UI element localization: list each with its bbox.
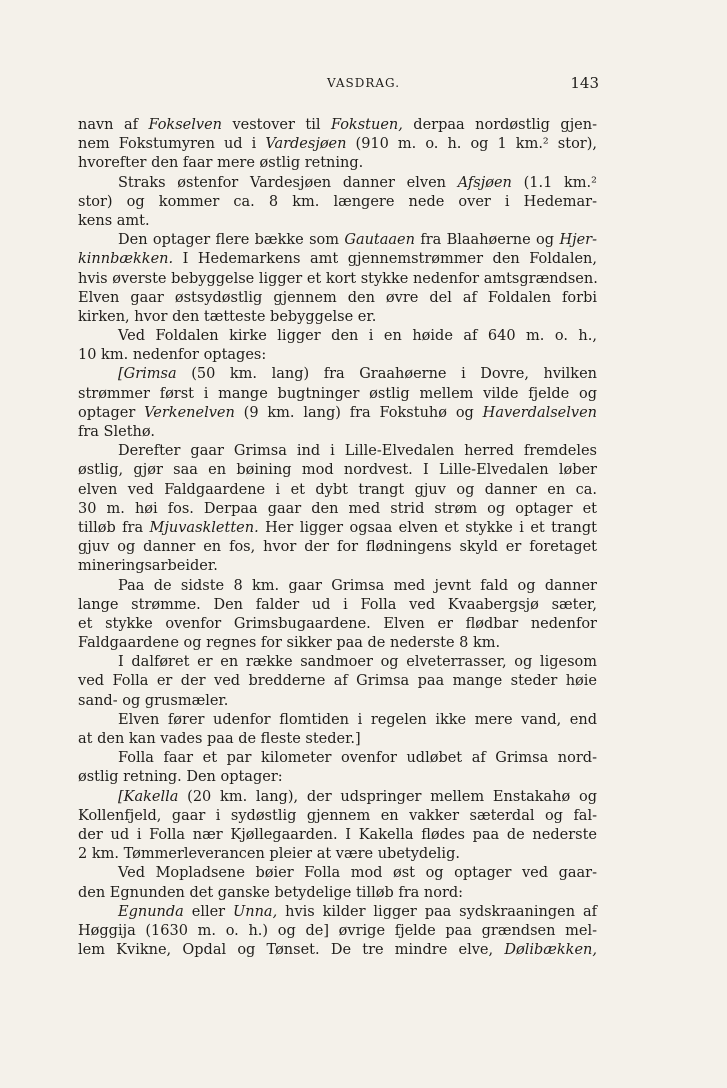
text-run: tilløb fra xyxy=(78,519,150,536)
text-run: østlig, gjør saa en bøining mod nordvest. I Lille-Elvedalen løber xyxy=(78,462,597,479)
text-line xyxy=(78,135,597,154)
text-line xyxy=(78,845,597,864)
text-line xyxy=(78,193,597,212)
text-run: (20 km. lang), der udspringer mellem Enstakahø og xyxy=(178,788,597,805)
text-run: der ud i Folla nær Kjøllegaarden. I Kakella flødes paa de nederste xyxy=(78,826,597,843)
text-run: lem Kvikne, Opdal og Tønset. De tre mindre elve, xyxy=(78,942,505,959)
text-run: 10 km. nedenfor optages: xyxy=(78,347,267,364)
text-run: Folla faar et par kilometer ovenfor udløbet af Grimsa nord- xyxy=(118,750,597,767)
italic-term: Hjer- xyxy=(559,232,597,249)
text-run: Her ligger ogsaa elven et stykke i et trangt xyxy=(258,519,597,536)
text-line xyxy=(78,116,597,135)
text-line xyxy=(78,212,597,231)
text-run: et stykke ovenfor Grimsbugaardene. Elven er flødbar nedenfor xyxy=(78,615,597,632)
text-line xyxy=(78,557,597,576)
text-line xyxy=(78,864,597,883)
text-line xyxy=(78,749,597,768)
text-run: Paa de sidste 8 km. gaar Grimsa med jevnt fald og danner xyxy=(118,577,597,594)
text-line xyxy=(78,461,597,480)
text-line xyxy=(78,519,597,538)
italic-term: Fokselven xyxy=(148,117,222,133)
text-line xyxy=(78,672,597,691)
text-line xyxy=(78,423,597,442)
text-run: Ved Foldalen kirke ligger den i en høide af 640 m. o. h., xyxy=(118,328,597,345)
text-run: den Egnunden det ganske betydelige tilløb fra nord: xyxy=(78,884,464,901)
text-line xyxy=(78,577,597,596)
text-line xyxy=(78,365,597,384)
italic-term: Mjuvaskletten. xyxy=(149,519,259,536)
text-run: fra Slethø. xyxy=(78,424,155,440)
text-line xyxy=(78,270,597,289)
italic-term: Egnunda xyxy=(118,903,184,920)
italic-term: Gautaaen xyxy=(344,232,415,249)
text-run: mineringsarbeider. xyxy=(78,558,218,575)
text-line xyxy=(78,903,597,922)
text-run: strømmer først i mange bugtninger østlig mellem vilde fjelde og xyxy=(78,385,597,402)
text-run: Ved Mopladsene bøier Folla mod øst og optager ved gaar- xyxy=(118,865,597,882)
text-line xyxy=(78,442,597,461)
text-line xyxy=(78,231,597,250)
text-run: lange strømme. Den falder ud i Folla ved Kvaabergsjø sæter, xyxy=(78,596,597,613)
text-run: sand- og grusmæler. xyxy=(78,692,229,709)
text-line xyxy=(78,346,597,365)
text-run: Høggija (1630 m. o. h.) og de] øvrige fjelde paa grændsen mel- xyxy=(78,922,597,939)
text-run: Straks østenfor Vardesjøen danner elven xyxy=(118,174,458,191)
text-line xyxy=(78,788,597,807)
text-run: Den optager flere bække som xyxy=(118,232,345,249)
text-run: stor) og kommer ca. 8 km. længere nede over i Hedemar- xyxy=(78,193,597,210)
text-line xyxy=(78,711,597,730)
text-run: derpaa nordøstlig gjen- xyxy=(402,117,598,133)
text-line xyxy=(78,634,597,653)
text-run: eller xyxy=(183,903,234,920)
text-run: (910 m. o. h. og 1 km.² stor), xyxy=(346,136,597,153)
text-line xyxy=(78,481,597,500)
text-run: Kollenfjeld, gaar i sydøstlig gjennem en vakker sæterdal og fal- xyxy=(78,807,597,824)
text-run: Faldgaardene og regnes for sikker paa de nederste 8 km. xyxy=(78,635,501,652)
text-line xyxy=(78,385,597,404)
italic-term: [Kakella xyxy=(118,788,179,805)
italic-term: Fokstuen, xyxy=(330,117,403,133)
text-line xyxy=(78,174,597,193)
text-run: 30 m. høi fos. Derpaa gaar den med strid strøm og optager et xyxy=(78,500,597,517)
text-run: vestover til xyxy=(222,117,331,133)
text-line xyxy=(78,404,597,423)
text-run: Elven fører udenfor flomtiden i regelen ikke mere vand, end xyxy=(118,711,597,728)
italic-term: Unna, xyxy=(233,903,278,920)
text-line xyxy=(78,154,597,173)
text-run: ved Folla er der ved bredderne af Grimsa paa mange steder høie xyxy=(78,673,597,690)
text-line xyxy=(78,500,597,519)
text-run: I dalføret er en række sandmoer og elveterrasser, og ligesom xyxy=(118,654,597,671)
text-line xyxy=(78,807,597,826)
text-line xyxy=(78,250,597,269)
text-line xyxy=(78,730,597,749)
text-run: gjuv og danner en fos, hvor der for flødningens skyld er foretaget xyxy=(78,539,597,556)
italic-term: [Grimsa xyxy=(118,366,177,383)
text-run: at den kan vades paa de fleste steder.] xyxy=(78,731,361,747)
running-title: VASDRAG. xyxy=(326,76,401,90)
text-run: Elven gaar østsydøstlig gjennem den øvre del af Foldalen forbi xyxy=(78,289,597,306)
italic-term: Dølibækken, xyxy=(504,942,597,959)
text-line xyxy=(78,653,597,672)
text-run: 2 km. Tømmerleverancen pleier at være ubetydelig. xyxy=(78,846,460,863)
italic-term: Afsjøen xyxy=(457,174,512,191)
text-line xyxy=(78,941,597,960)
text-run: fra Blaahøerne og xyxy=(414,232,560,249)
text-run: kens amt. xyxy=(78,212,150,229)
text-line xyxy=(78,768,597,787)
text-run: optager xyxy=(78,404,145,421)
italic-term: Verkenelven xyxy=(144,404,235,421)
text-run: (50 km. lang) fra Graahøerne i Dovre, hvilken xyxy=(176,366,597,383)
text-line xyxy=(78,692,597,711)
text-run: nem Fokstumyren ud i xyxy=(78,136,266,153)
text-run: kirken, hvor den tætteste bebyggelse er. xyxy=(78,308,377,325)
text-run: østlig retning. Den optager: xyxy=(78,769,283,786)
text-run: hvis øverste bebyggelse ligger et kort stykke nedenfor amtsgrændsen. xyxy=(78,270,598,287)
text-run: Derefter gaar Grimsa ind i Lille-Elvedalen herred fremdeles xyxy=(118,443,597,460)
text-run: hvorefter den faar mere østlig retning. xyxy=(78,155,364,172)
text-run: elven ved Faldgaardene i et dybt trangt gjuv og danner en ca. xyxy=(78,481,597,498)
italic-term: kinnbækken. xyxy=(78,251,174,268)
text-line xyxy=(78,327,597,346)
italic-term: Vardesjøen xyxy=(265,136,347,153)
text-line xyxy=(78,615,597,634)
body-text xyxy=(78,116,597,960)
text-line xyxy=(78,826,597,845)
text-line xyxy=(78,308,597,327)
text-line xyxy=(78,884,597,903)
text-run: (9 km. lang) fra Fokstuhø og xyxy=(234,404,483,421)
text-line xyxy=(78,289,597,308)
text-line xyxy=(78,538,597,557)
text-run: I Hedemarkens amt gjennemstrømmer den Foldalen, xyxy=(173,251,597,268)
text-line xyxy=(78,596,597,615)
text-run: (1.1 km.² xyxy=(511,174,597,191)
text-run: navn af xyxy=(78,117,149,133)
italic-term: Haverdalselven xyxy=(482,404,598,421)
text-run: hvis kilder ligger paa sydskraaningen af xyxy=(277,903,597,920)
text-line xyxy=(78,922,597,941)
page-number: 143 xyxy=(570,74,599,92)
